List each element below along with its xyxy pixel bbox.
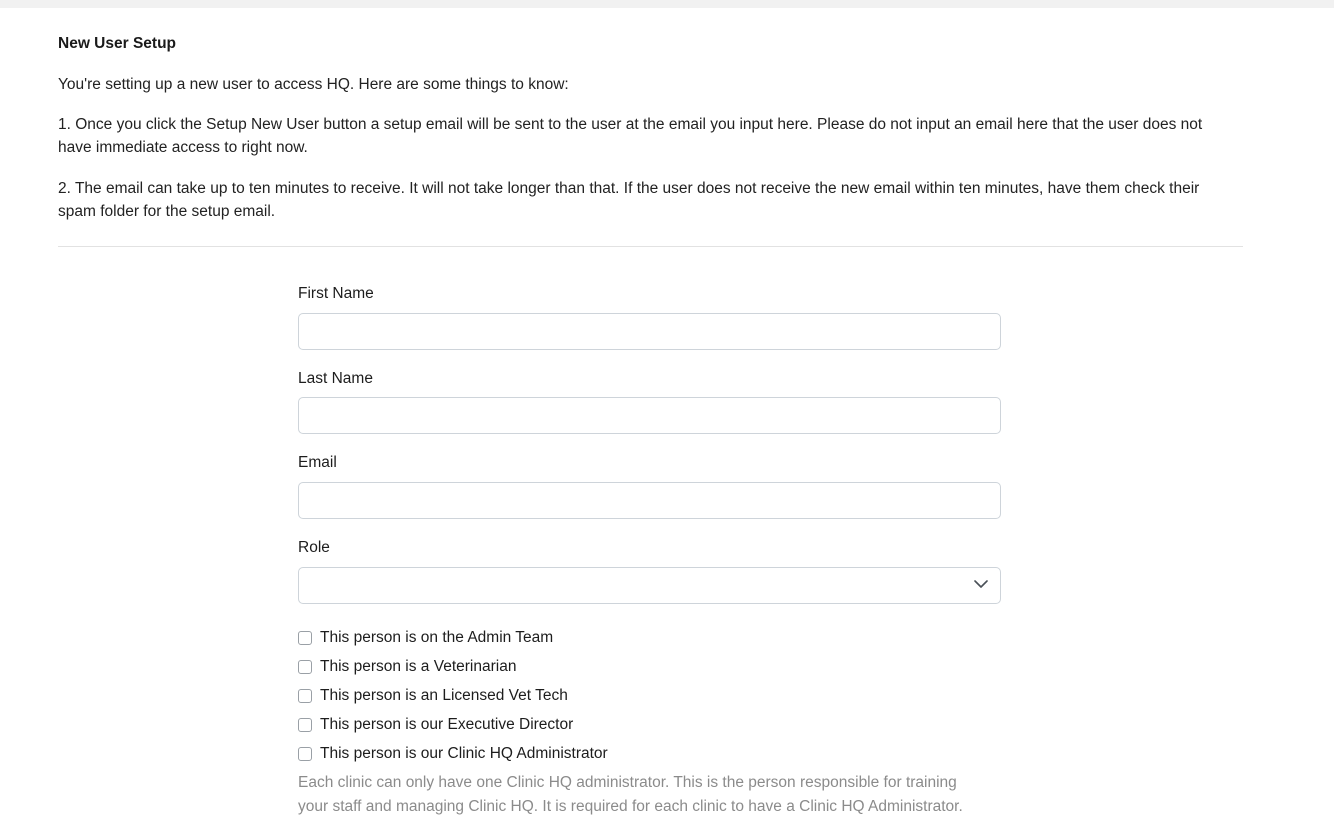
- role-label: Role: [298, 538, 330, 556]
- executive-director-checkbox[interactable]: [298, 718, 312, 732]
- clinic-hq-administrator-checkbox[interactable]: [298, 747, 312, 761]
- content-area: [58, 8, 1243, 819]
- checkbox-row-clinic-hq-administrator[interactable]: [298, 742, 1001, 766]
- section-divider: [58, 246, 1243, 247]
- last-name-label: Last Name: [298, 369, 373, 387]
- role-field-group: [298, 539, 1001, 604]
- admin-team-checkbox[interactable]: [298, 631, 312, 645]
- veterinarian-label: This person is a Veterinarian: [320, 657, 517, 675]
- clinic-hq-administrator-helper-text: Each clinic can only have one Clinic HQ administrator. This is the person responsible for training your staff and managing Clinic HQ. It is required for each clinic to have a Clinic HQ Administrator.: [298, 773, 963, 815]
- licensed-vet-tech-checkbox[interactable]: [298, 689, 312, 703]
- licensed-vet-tech-label: This person is an Licensed Vet Tech: [320, 686, 568, 704]
- role-select[interactable]: [298, 567, 1001, 604]
- top-strip: [0, 0, 1334, 8]
- first-name-input[interactable]: [298, 313, 1001, 350]
- first-name-field-group: [298, 285, 1001, 350]
- email-input[interactable]: [298, 482, 1001, 519]
- role-flags-group: [298, 626, 1001, 819]
- role-select-wrap: [298, 567, 1001, 604]
- veterinarian-checkbox[interactable]: [298, 660, 312, 674]
- note-item-1: 1. Once you click the Setup New User button a setup email will be sent to the user at the email you input here. Please do not input an email here that the user does not have immediate access to right now.: [58, 116, 1203, 157]
- executive-director-label: This person is our Executive Director: [320, 715, 574, 733]
- checkbox-row-veterinarian[interactable]: [298, 655, 1001, 679]
- last-name-input[interactable]: [298, 397, 1001, 434]
- new-user-form: [298, 285, 1001, 818]
- admin-team-label: This person is on the Admin Team: [320, 628, 554, 646]
- clinic-hq-administrator-label: This person is our Clinic HQ Administrator: [320, 744, 608, 762]
- checkbox-row-admin-team[interactable]: [298, 626, 1001, 650]
- last-name-field-group: [298, 370, 1001, 435]
- intro-text: You're setting up a new user to access HQ. Here are some things to know:: [58, 75, 569, 93]
- email-label: Email: [298, 454, 337, 472]
- checkbox-row-executive-director[interactable]: [298, 713, 1001, 737]
- note-item-2: 2. The email can take up to ten minutes to receive. It will not take longer than that. If the user does not receive the new email within ten minutes, have them check their spam folder for the setup email.: [58, 179, 1200, 220]
- email-field-group: [298, 454, 1001, 519]
- checkbox-row-licensed-vet-tech[interactable]: [298, 684, 1001, 708]
- page-body: [0, 8, 1334, 819]
- page-title: New User Setup: [58, 35, 177, 52]
- first-name-label: First Name: [298, 285, 374, 303]
